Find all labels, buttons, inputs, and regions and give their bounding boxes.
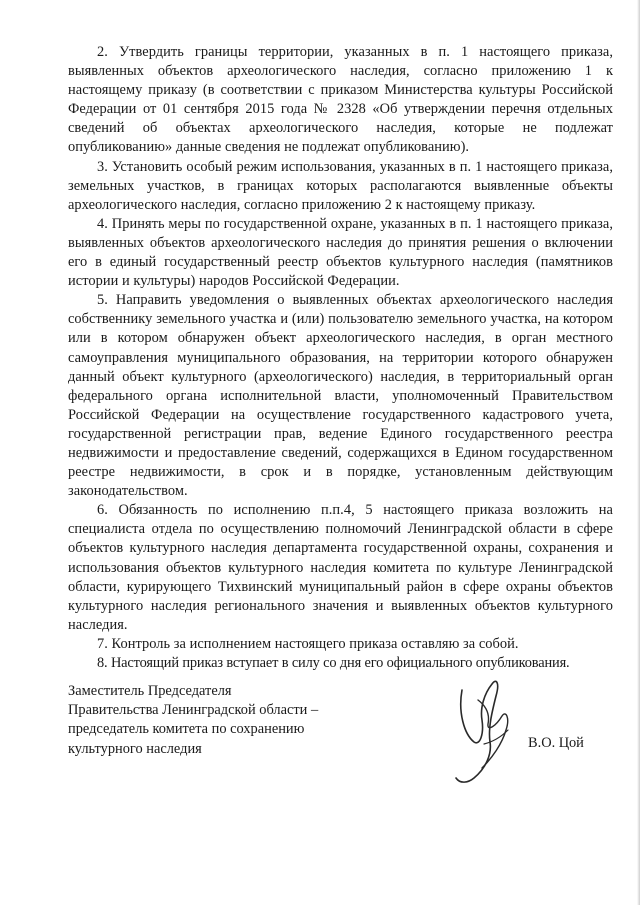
signer-position-line-3: председатель комитета по сохранению — [68, 721, 305, 738]
signer-name: В.О. Цой — [528, 735, 584, 751]
signer-position — [68, 682, 348, 759]
signer-position-line-4: культурного наследия — [68, 740, 202, 757]
document-body — [68, 43, 613, 673]
paragraph-4: 4. Принять меры по государственной охране, указанных в п. 1 настоящего приказа, выявленных объектов археологического наследия до принятия решения о включении его в единый государственный реестр объектов культурного наследия (памятников истории и культуры) народов Российской Федерации. — [68, 215, 613, 290]
signer-position-line-1: Заместитель Председателя — [68, 683, 232, 699]
paragraph-7: 7. Контроль за исполнением настоящего приказа оставляю за собой. — [97, 635, 519, 652]
handwritten-signature — [430, 672, 525, 792]
paragraph-2: 2. Утвердить границы территории, указанных в п. 1 настоящего приказа, выявленных объектов археологического наследия, согласно приложению 1 к настоящему приказу (в соответствии с приказом Министерства культуры Российской Федерации от 01 сентября 2015 года № 2328 «Об утверждении перечня отдельных сведений об объектах археологического наследия, которые не подлежат опубликованию» данные сведения не подлежат опубликованию). — [68, 44, 613, 156]
paragraph-3: 3. Установить особый режим использования, указанных в п. 1 настоящего приказа, земельных участков, в границах которых располагаются выявленные объекты археологического наследия, согласно приложению 2 к настоящему приказу. — [68, 158, 613, 213]
signer-position-line-2: Правительства Ленинградской области – — [68, 702, 319, 719]
paragraph-8: 8. Настоящий приказ вступает в силу со дня его официального опубликования. — [97, 655, 570, 671]
paragraph-6: 6. Обязанность по исполнению п.п.4, 5 настоящего приказа возложить на специалиста отдела по осуществлению полномочий Ленинградской области в сфере объектов культурного наследия департамента государственной охраны, сохранения и использования объектов культурного наследия комитета по культуре Ленинградской области, курирующего Тихвинский муниципальный район в сфере охраны объектов культурного наследия регионального значения и выявленных объектов культурного наследия. — [68, 502, 613, 633]
paragraph-5: 5. Направить уведомления о выявленных объектах археологического наследия собственнику земельного участка и (или) пользователю земельного участка, на котором или в котором обнаружен объект археологического наследия, в орган местного самоуправления муниципального образования, на территории которого обнаружен данный объект культурного (археологического) наследия, в территориальный орган федерального органа исполнительной власти, уполномоченный Правительством Российской Федерации на осуществление государственного кадастрового учета, государственной регистрации прав, ведение Единого государственного реестра недвижимости и предоставление сведений, содержащихся в Едином государственном реестре недвижимости, в срок и в порядке, установленным действующим законодательством. — [68, 292, 613, 500]
